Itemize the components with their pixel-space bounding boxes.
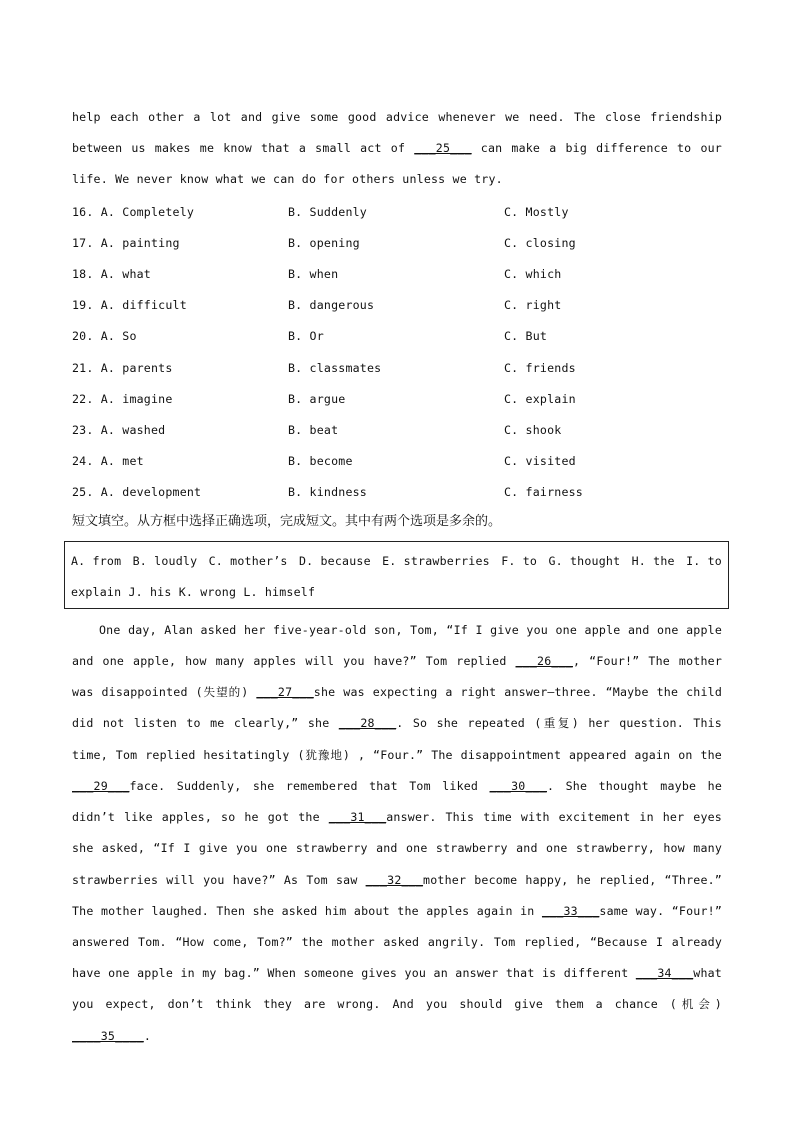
story-text: same way. “Four!” answered Tom. “How come, Tom?” the mother asked angrily. Tom replied, “Because I already have one apple in my bag.” When someone gives you an answer that is different xyxy=(72,903,723,981)
question-row xyxy=(72,290,722,321)
word-options-line-2: explain J. his K. wrong L. himself xyxy=(71,584,316,599)
word-option: F. to xyxy=(501,553,538,568)
story-text: answer. This time with excitement in her eyes she asked, “If I give you one strawberry and one strawberry and one strawberry, how many strawberries will you have?” As Tom saw xyxy=(72,810,722,887)
option-b: B. opening xyxy=(288,235,360,250)
option-a: 22. A. imagine xyxy=(72,391,173,406)
intro-text-1: help each other a lot and give some good advice whenever we need. The close friendship between us makes me know that a small act of xyxy=(72,110,722,155)
option-b: B. kindness xyxy=(288,485,367,500)
word-option: G. thought xyxy=(548,553,621,568)
blank-26: ___26___ xyxy=(515,654,573,669)
option-b: B. dangerous xyxy=(288,298,375,313)
question-options xyxy=(72,196,722,508)
story-text: mother become happy, he replied, “Three.” The mother laughed. Then she asked him about the apples again in xyxy=(72,872,722,918)
blank-33: ___33___ xyxy=(541,903,600,918)
story-text: . So she repeated (重复) her question. This time, Tom replied hesitatingly (犹豫地) , “Four.” The disappointment appeared again on the xyxy=(72,716,722,762)
option-c: C. closing xyxy=(504,235,576,250)
option-b: B. classmates xyxy=(288,360,382,375)
option-b: B. when xyxy=(288,266,339,281)
option-a: 20. A. So xyxy=(72,329,137,344)
option-a: 24. A. met xyxy=(72,454,144,469)
word-option: I. to xyxy=(686,553,722,568)
option-a: 25. A. development xyxy=(72,485,202,500)
option-c: C. Mostly xyxy=(504,204,569,219)
question-row xyxy=(72,258,722,289)
question-row xyxy=(72,446,722,477)
question-row xyxy=(72,352,722,383)
option-c: C. visited xyxy=(504,454,576,469)
option-c: C. But xyxy=(504,329,548,344)
word-box-line-2 xyxy=(71,577,722,608)
option-a: 19. A. difficult xyxy=(72,298,187,313)
story-text: . She thought maybe he didn’t like apples, so he got the xyxy=(72,778,722,825)
blank-30: ___30___ xyxy=(489,778,547,793)
option-c: C. friends xyxy=(504,360,576,375)
word-option: E. strawberries xyxy=(382,553,490,568)
question-row xyxy=(72,477,722,508)
word-box xyxy=(64,541,729,609)
word-option: B. loudly xyxy=(132,553,198,568)
document-body xyxy=(72,102,722,1052)
question-row xyxy=(72,196,722,227)
option-c: C. shook xyxy=(504,422,562,437)
blank-35: ____35____ xyxy=(72,1028,144,1043)
option-a: 16. A. Completely xyxy=(72,204,195,219)
word-option: A. from xyxy=(71,553,122,568)
option-c: C. explain xyxy=(504,391,576,406)
question-row xyxy=(72,321,722,352)
story-text: . xyxy=(143,1028,151,1043)
word-option: D. because xyxy=(298,553,371,568)
blank-34: ___34___ xyxy=(635,966,694,981)
story-text: , “Four!” The mother was disappointed (失望的) xyxy=(72,654,722,700)
blank-31: ___31___ xyxy=(328,810,387,825)
option-b: B. become xyxy=(288,454,353,469)
story-text: face. Suddenly, she remembered that Tom liked xyxy=(129,778,490,793)
story-text: One day, Alan asked her five-year-old son, Tom, “If I give you one apple and one apple and one apple, how many apples will you have?” Tom replied xyxy=(72,622,722,669)
option-b: B. beat xyxy=(288,422,339,437)
option-b: B. Or xyxy=(288,329,324,344)
intro-text-2: can make a big difference to our life. We never know what we can do for others unless we try. xyxy=(72,141,722,186)
question-row xyxy=(72,414,722,445)
option-b: B. Suddenly xyxy=(288,204,367,219)
word-box-line-1 xyxy=(71,546,722,577)
story-text: what you expect, don’t think they are wrong. And you should give them a chance (机会) xyxy=(72,966,722,1012)
intro-paragraph xyxy=(72,102,722,195)
blank-25: ___25___ xyxy=(414,141,472,155)
option-a: 17. A. painting xyxy=(72,235,180,250)
option-c: C. fairness xyxy=(504,485,583,500)
option-a: 23. A. washed xyxy=(72,422,166,437)
blank-27: ___27___ xyxy=(256,685,314,700)
blank-28: ___28___ xyxy=(338,716,397,731)
option-b: B. argue xyxy=(288,391,346,406)
option-a: 21. A. parents xyxy=(72,360,173,375)
option-a: 18. A. what xyxy=(72,266,151,281)
blank-32: ___32___ xyxy=(365,872,424,887)
section-instruction: 短文填空。从方框中选择正确选项，完成短文。其中有两个选项是多余的。 xyxy=(72,513,502,529)
blank-29: ___29___ xyxy=(72,778,130,793)
word-option: H. the xyxy=(631,553,675,568)
story-text: she was expecting a right answer—three. “Maybe the child did not listen to me clearly,” she xyxy=(72,685,722,731)
word-option: C. mother’s xyxy=(208,553,288,568)
question-row xyxy=(72,383,722,414)
option-c: C. which xyxy=(504,266,562,281)
option-c: C. right xyxy=(504,298,562,313)
story-passage xyxy=(72,615,722,1052)
story-paragraph xyxy=(72,615,722,1052)
question-row xyxy=(72,227,722,258)
